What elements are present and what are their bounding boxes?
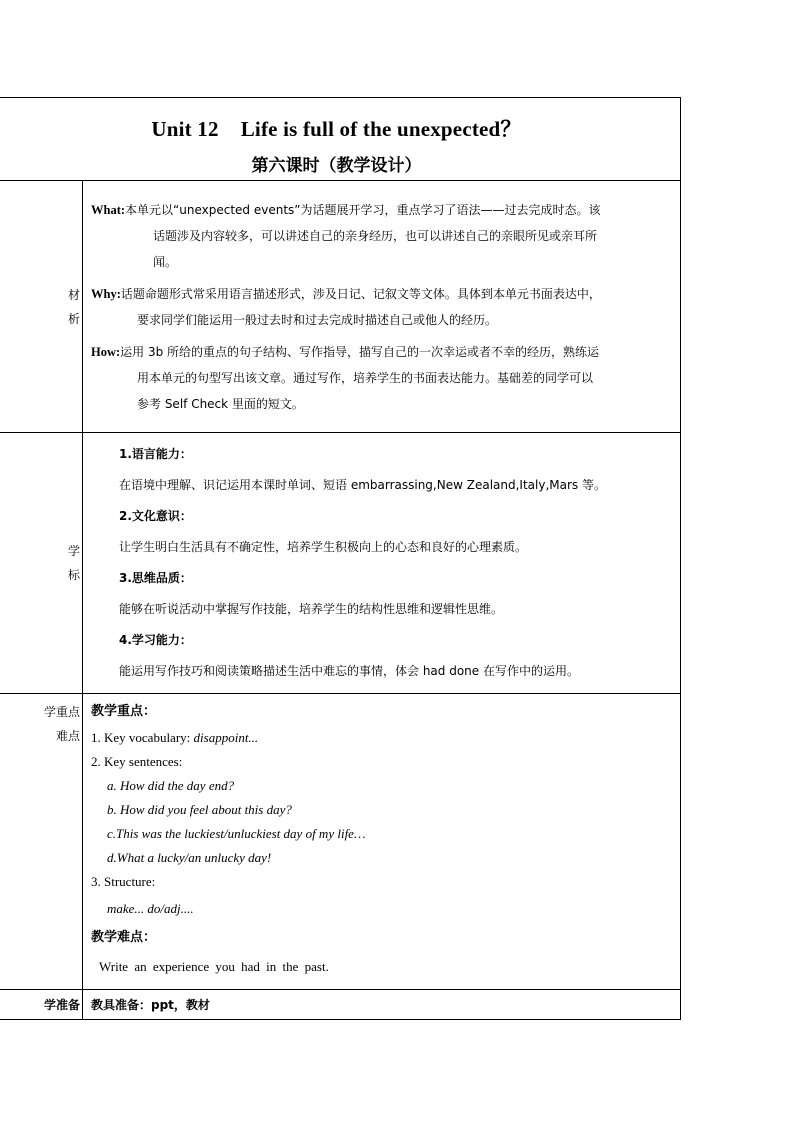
keypoints-heading: 教学重点： (91, 704, 157, 719)
key-sentences-heading: 2. Key sentences: (91, 754, 183, 769)
analysis-label-line2: 析 (67, 311, 80, 326)
title-main: Life is full of the unexpected？ (240, 116, 522, 141)
why-heading: Why: (91, 286, 121, 301)
key-vocabulary-word: disappoint... (193, 730, 259, 745)
goals-content (83, 433, 681, 694)
how-heading: How: (91, 344, 121, 359)
title-row (0, 98, 681, 181)
keypoints-label-line2: 难点 (55, 729, 80, 743)
key-sentence-a: a. How did the day end? (107, 778, 235, 793)
analysis-content (83, 181, 681, 433)
title-cell (0, 98, 681, 181)
key-sentence-c: c.This was the luckiest/unluckiest day of my life… (107, 826, 366, 841)
keypoints-row (0, 694, 681, 990)
key-sentence-b: b. How did you feel about this day? (107, 802, 292, 817)
lesson-plan-table (0, 97, 681, 1020)
keypoints-content (83, 694, 681, 990)
goals-row (0, 433, 681, 694)
key-vocabulary (91, 726, 674, 750)
goals-label-line1: 学 (67, 544, 80, 558)
goal-1-body: 在语境中理解、识记运用本课时单词、短语 embarrassing,New Zealand,Italy,Mars 等。 (119, 478, 606, 492)
what-heading: What: (91, 202, 126, 217)
analysis-label-line1: 材 (67, 287, 80, 302)
goals-label (0, 433, 83, 694)
difficulty-heading: 教学难点： (91, 930, 157, 945)
goal-3-heading: 3.思维品质： (119, 571, 192, 585)
why-line1: 话题命题形式常采用语言描述形式，涉及日记、记叙文等文体。具体到本单元书面表达中， (120, 286, 601, 301)
how-paragraph (91, 339, 674, 365)
goal-2-body: 让学生明白生活具有不确定性，培养学生积极向上的心态和良好的心理素质。 (119, 540, 528, 554)
what-paragraph (91, 197, 674, 223)
why-line2: 要求同学们能运用一般过去时和过去完成时描述自己或他人的经历。 (137, 312, 498, 327)
goal-1-heading: 1.语言能力： (119, 447, 192, 461)
page-title (0, 113, 680, 143)
goal-3-body: 能够在听说活动中掌握写作技能，培养学生的结构性思维和逻辑性思维。 (119, 602, 504, 616)
key-vocabulary-prefix: 1. Key vocabulary: (91, 730, 194, 745)
analysis-label (0, 181, 83, 433)
title-unit: Unit 12 (151, 116, 219, 141)
prep-row (0, 990, 681, 1020)
prep-label: 学准备 (0, 990, 83, 1020)
why-paragraph (91, 281, 674, 307)
page-subtitle: 第六课时（教学设计） (251, 155, 422, 176)
goal-4-body: 能运用写作技巧和阅读策略描述生活中难忘的事情，体会 had done 在写作中的运用。 (119, 664, 579, 678)
goal-2-heading: 2.文化意识： (119, 509, 192, 523)
goals-label-line2: 标 (67, 568, 80, 582)
structure-text: make... do/adj.... (107, 901, 194, 916)
how-line3: 参考 Self Check 里面的短文。 (137, 396, 304, 411)
difficulty-text: Write an experience you had in the past. (99, 959, 329, 974)
keypoints-label (0, 694, 83, 990)
what-line3: 闻。 (153, 254, 178, 269)
what-line1: 本单元以“unexpected events”为话题展开学习，重点学习了语法——过去完成时态。该 (125, 202, 601, 217)
how-line2: 用本单元的句型写出该文章。通过写作，培养学生的书面表达能力。基础差的同学可以 (137, 370, 594, 385)
analysis-row (0, 181, 681, 433)
prep-content: 教具准备：ppt，教材 (83, 990, 681, 1020)
how-line1: 运用 3b 所给的重点的句子结构、写作指导，描写自己的一次幸运或者不幸的经历，熟练运 (120, 344, 600, 359)
key-sentence-d: d.What a lucky/an unlucky day! (107, 850, 272, 865)
what-line2: 话题涉及内容较多，可以讲述自己的亲身经历，也可以讲述自己的亲眼所见或亲耳所 (153, 228, 598, 243)
goal-4-heading: 4.学习能力： (119, 633, 192, 647)
keypoints-label-line1: 学重点 (43, 705, 80, 719)
structure-heading: 3. Structure: (91, 874, 156, 889)
